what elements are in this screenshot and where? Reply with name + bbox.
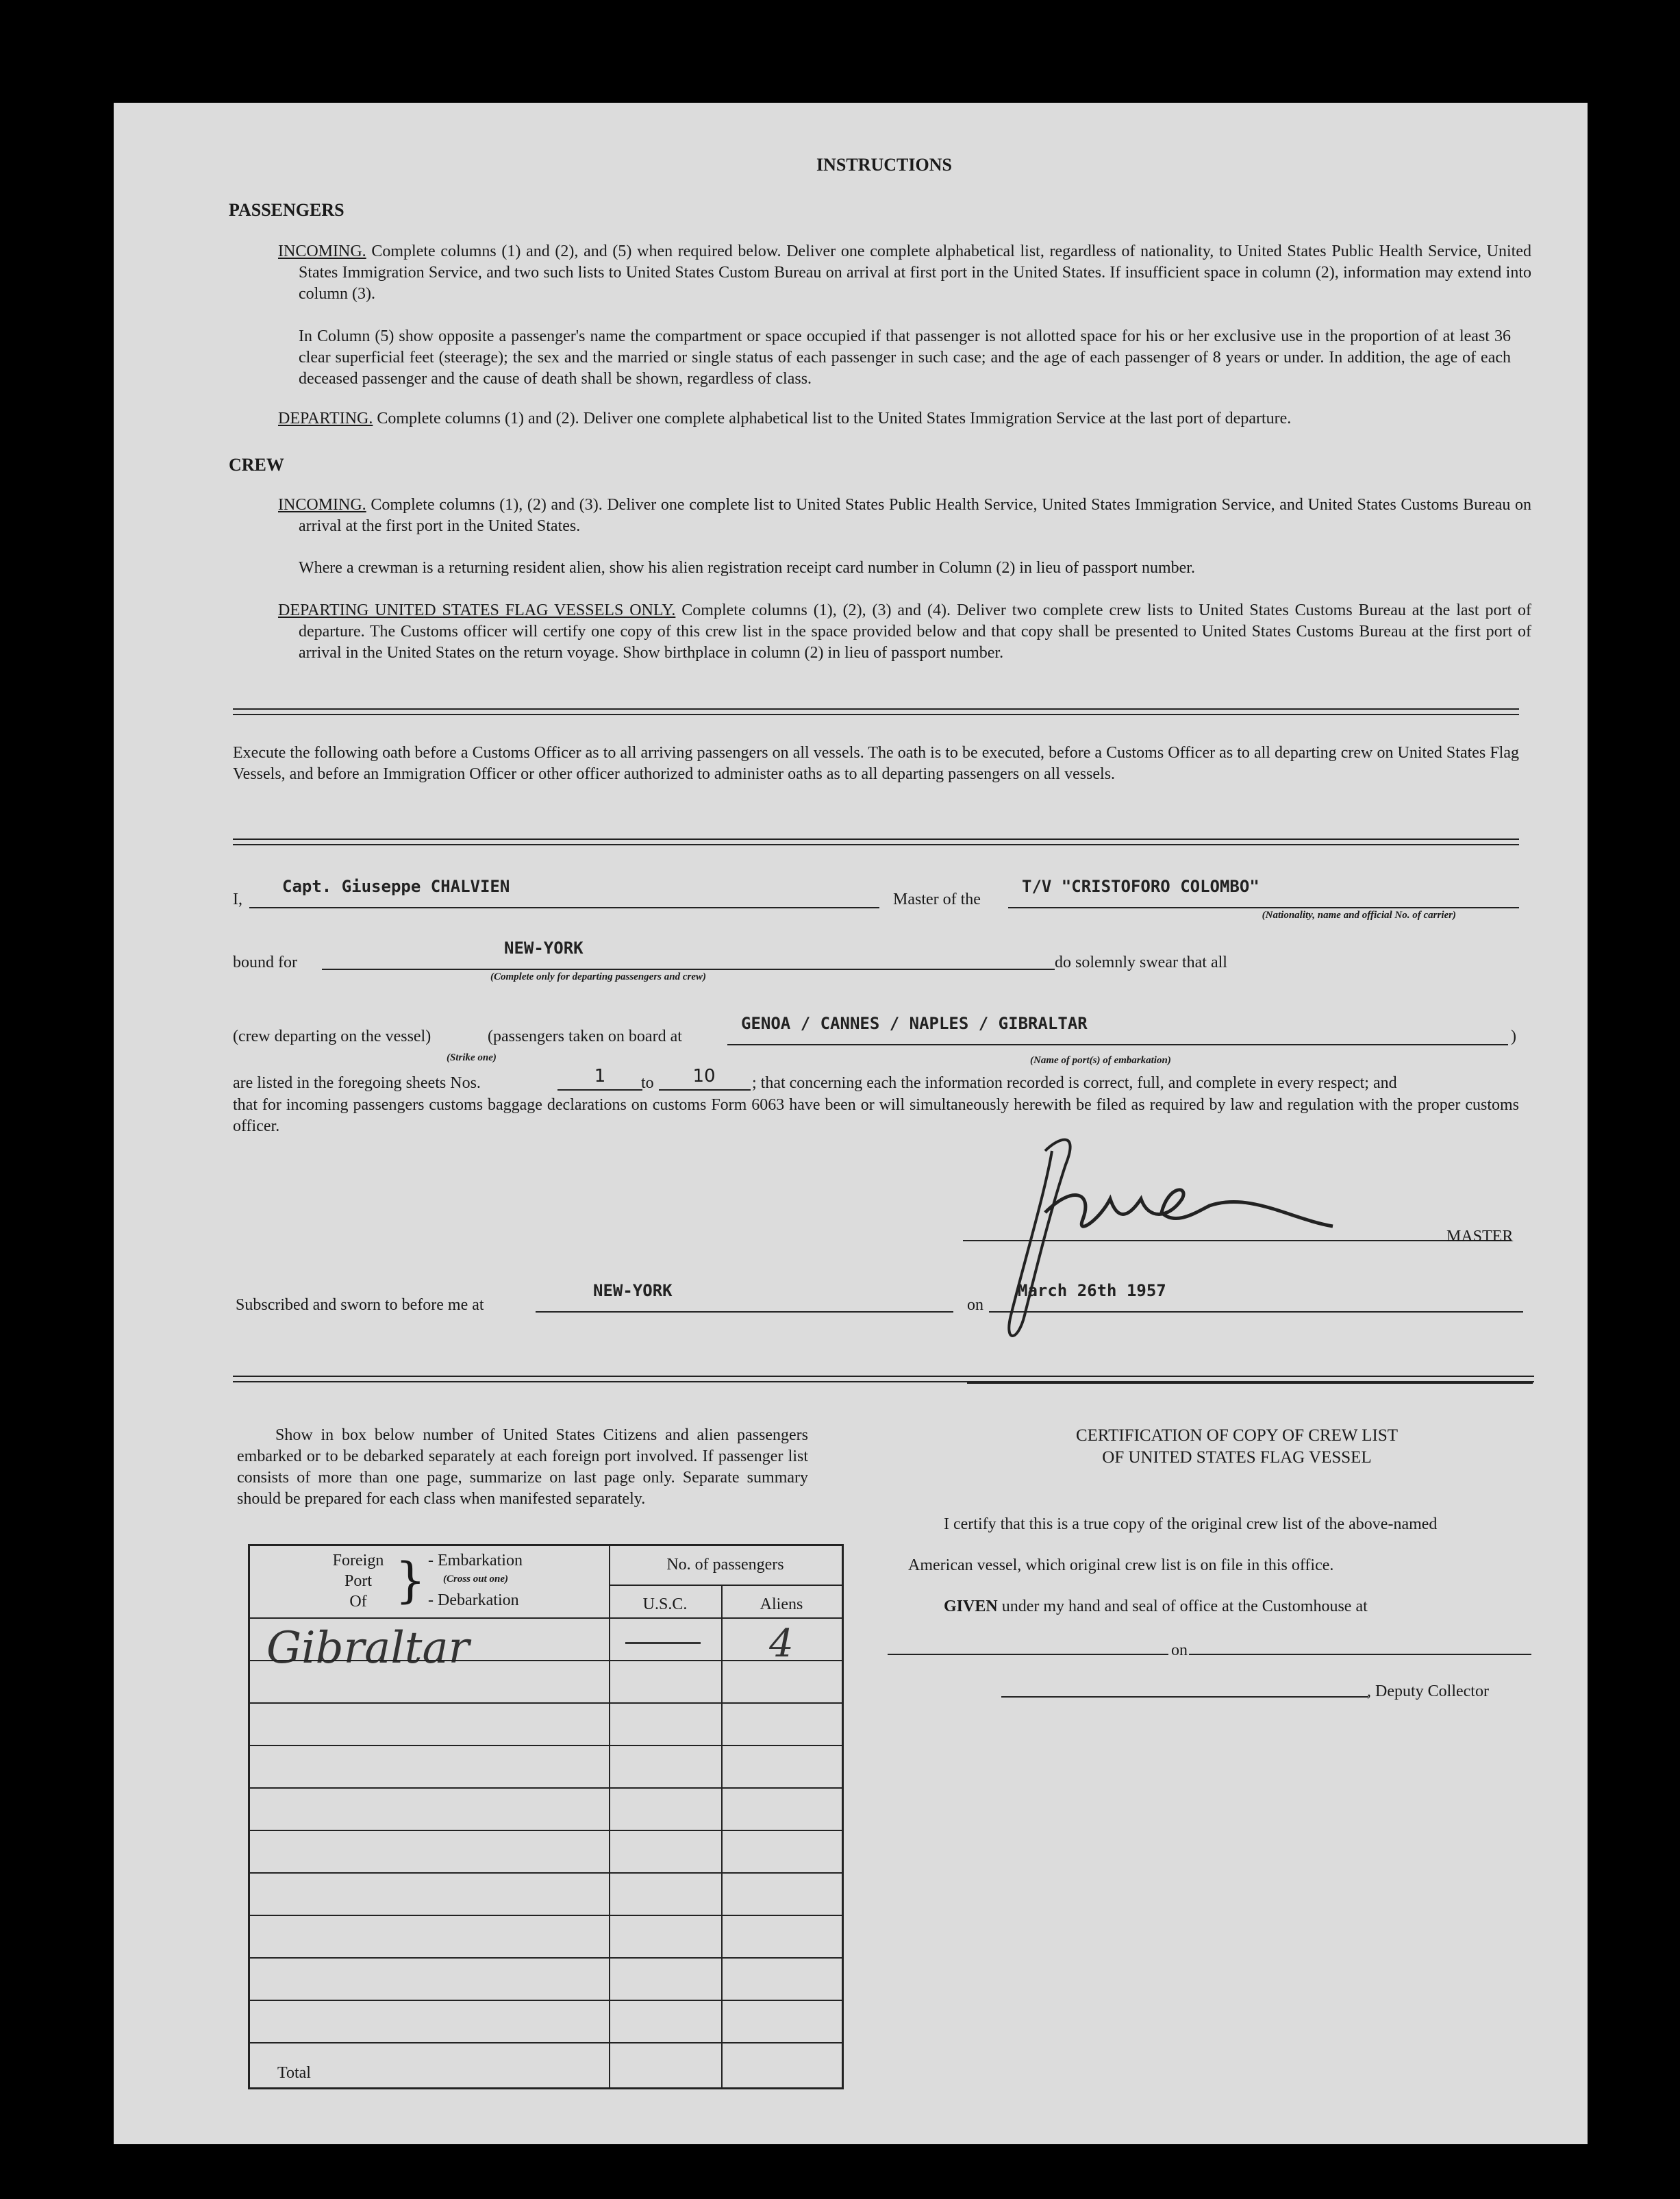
sheet-from: 1 xyxy=(594,1066,606,1086)
passengers-heading: PASSENGERS xyxy=(229,200,344,220)
crew-incoming-label: INCOMING. xyxy=(278,496,366,514)
sworn-on-label: on xyxy=(967,1296,983,1314)
table-row-line xyxy=(250,2042,842,2043)
subscribed-label: Subscribed and sworn to before me at xyxy=(236,1296,484,1314)
passengers-taken-text: (passengers taken on board at xyxy=(488,1028,682,1045)
listed-text-2: that for incoming passengers customs baggage declarations on customs Form 6063 have been or will simultaneously herewith be filed as required by law and regulation with the proper customs officer. xyxy=(233,1096,1519,1135)
passengers-departing-label: DEPARTING. xyxy=(278,410,373,427)
master-label: MASTER xyxy=(1446,1228,1514,1245)
summary-instructions: Show in box below number of United States Citizens and alien passengers embarked or to be debarked separately at each foreign port involved. If passenger list consists of more than one page, summarize on last page only. Separate summary should be prepared for each class when manifested separately. xyxy=(237,1426,808,1508)
divider xyxy=(233,708,1519,715)
bound-label: bound for xyxy=(233,954,297,971)
cert-on-label: on xyxy=(1171,1641,1188,1659)
sworn-place: NEW-YORK xyxy=(593,1281,673,1300)
table-col-divider xyxy=(609,1546,610,2087)
col-port-1: Foreign xyxy=(332,1552,384,1569)
cert-date-line xyxy=(1189,1654,1531,1655)
vessel-line xyxy=(1008,907,1519,908)
row-usc-dash xyxy=(625,1642,701,1644)
swear-text: do solemnly swear that all xyxy=(1055,954,1227,971)
cert-place-line xyxy=(888,1654,1168,1655)
vessel-caption: (Nationality, name and official No. of carrier) xyxy=(1262,910,1456,921)
crew-departing-text: Complete columns (1), (2), (3) and (4). Deliver two complete crew lists to United States Customs Bureau at the last port of departure. The Customs officer will certify one copy of this crew list in the space provided below and that copy shall be presented to United States Customs Bureau at the first port of arrival in the United States on the return voyage. Show birthplace in column (2) in lieu of passport number. xyxy=(299,601,1532,662)
table-header-divider xyxy=(609,1585,842,1586)
table-row-line xyxy=(250,1872,842,1874)
table-row-line xyxy=(250,1617,842,1619)
divider xyxy=(233,1376,1534,1382)
col-cross: (Cross out one) xyxy=(443,1574,509,1585)
row-port: Gibraltar xyxy=(266,1623,470,1674)
crew-incoming-text: Complete columns (1), (2) and (3). Deliver one complete list to United States Public Health Service, United States Immigration Service, and United States Customs Bureau on arrival at the first port in the United States. xyxy=(299,496,1532,535)
table-row-line xyxy=(250,2000,842,2001)
listed-text-1: ; that concerning each the information recorded is correct, full, and complete in every respect; and xyxy=(752,1074,1397,1092)
table-row-line xyxy=(250,1830,842,1831)
divider xyxy=(233,838,1519,845)
cert-title-1: CERTIFICATION OF COPY OF CREW LIST xyxy=(1075,1426,1399,1445)
passengers-departing-paragraph xyxy=(278,408,1511,430)
master-of-label: Master of the xyxy=(893,891,981,908)
passengers-column5-paragraph: In Column (5) show opposite a passenger's name the compartment or space occupied if that passenger is not allotted space for his or her exclusive use in the proportion of at least 36 clear superficial feet (steerage); the sex and the married or single status of each passenger in such case; and the age of each passenger of 8 years or under. In addition, the age of each deceased passenger and the cause of death shall be shown, regardless of class. xyxy=(299,327,1511,388)
listed-label: are listed in the foregoing sheets Nos. xyxy=(233,1074,481,1092)
passengers-incoming-text: Complete columns (1) and (2), and (5) when required below. Deliver one complete alphabetical list, regardless of nationality, to United States Public Health Service, United States Immigration Service, and two such lists to United States Custom Bureau on arrival at first port in the United States. If insufficient space in column (2), information may extend into column (3). xyxy=(299,243,1532,303)
officer-signature-line xyxy=(967,1382,1533,1384)
table-row-line xyxy=(250,1702,842,1704)
bound-caption: (Complete only for departing passengers and crew) xyxy=(490,971,706,982)
table-row-line xyxy=(250,1745,842,1746)
table-row-line xyxy=(250,1787,842,1789)
col-debark: - Debarkation xyxy=(428,1591,519,1609)
col-embark: - Embarkation xyxy=(428,1552,523,1569)
master-name: Capt. Giuseppe CHALVIEN xyxy=(282,877,510,896)
ports-value: GENOA / CANNES / NAPLES / GIBRALTAR xyxy=(741,1014,1088,1033)
col-passengers: No. of passengers xyxy=(666,1556,784,1574)
to-label: to xyxy=(641,1074,654,1092)
ports-close-paren: ) xyxy=(1511,1028,1516,1045)
sworn-place-line xyxy=(536,1311,953,1313)
table-row-line xyxy=(250,1957,842,1959)
cert-line-1: I certify that this is a true copy of the original crew list of the above-named xyxy=(944,1515,1438,1533)
cert-deputy-line xyxy=(1001,1696,1368,1698)
crew-incoming-paragraph xyxy=(278,495,1531,537)
passengers-incoming-paragraph xyxy=(278,241,1531,305)
cert-line-3-text: under my hand and seal of office at the Customhouse at xyxy=(1001,1598,1368,1615)
cert-given: GIVEN xyxy=(944,1598,998,1615)
crew-departing-text: (crew departing on the vessel) xyxy=(233,1028,431,1045)
sworn-date: March 26th 1957 xyxy=(1018,1281,1166,1300)
crew-departing-paragraph xyxy=(278,600,1531,664)
cert-deputy-label: , Deputy Collector xyxy=(1367,1682,1489,1700)
name-line xyxy=(249,907,879,908)
crew-resident-paragraph: Where a crewman is a returning resident alien, show his alien registration receipt card number in Column (2) in lieu of passport number. xyxy=(299,559,1195,577)
bound-value: NEW-YORK xyxy=(504,939,584,958)
cert-title-2: OF UNITED STATES FLAG VESSEL xyxy=(1102,1448,1372,1467)
table-row-line xyxy=(250,1660,842,1661)
col-port-header xyxy=(324,1550,392,1612)
document-page xyxy=(114,103,1588,2144)
oath-intro: Execute the following oath before a Customs Officer as to all arriving passengers on all vessels. The oath is to be executed, before a Customs Officer as to all departing crew on United States Flag Vessels, and before an Immigration Officer or other officer authorized to administer oaths as to all departing passengers on all vessels. xyxy=(233,744,1519,783)
passengers-incoming-label: INCOMING. xyxy=(278,243,366,260)
brace-icon: } xyxy=(395,1552,426,1608)
summary-table-frame xyxy=(248,1544,844,2089)
vessel-name: T/V "CRISTOFORO COLOMBO" xyxy=(1022,877,1259,896)
ports-caption: (Name of port(s) of embarkation) xyxy=(1030,1055,1171,1066)
oath-i-label: I, xyxy=(233,891,242,908)
instructions-title: INSTRUCTIONS xyxy=(816,155,952,175)
sheet-to-line xyxy=(659,1089,751,1091)
cert-line-2: American vessel, which original crew list is on file in this office. xyxy=(908,1556,1334,1574)
passengers-departing-text: Complete columns (1) and (2). Deliver one complete alphabetical list to the United States Immigration Service at the last port of departure. xyxy=(377,410,1292,427)
col-aliens: Aliens xyxy=(760,1595,803,1613)
cert-line-3 xyxy=(944,1596,1368,1617)
sheet-from-line xyxy=(557,1089,642,1091)
ports-line xyxy=(727,1044,1508,1045)
col-port-3: Of xyxy=(349,1593,367,1611)
col-usc: U.S.C. xyxy=(642,1595,688,1613)
bound-line xyxy=(322,969,1055,970)
col-port-2: Port xyxy=(344,1572,372,1590)
sworn-date-line xyxy=(989,1311,1523,1313)
crew-departing-label: DEPARTING UNITED STATES FLAG VESSELS ONLY. xyxy=(278,601,676,619)
table-row-line xyxy=(250,1915,842,1916)
signature-line xyxy=(963,1240,1511,1241)
sheet-to: 10 xyxy=(692,1066,716,1086)
crew-heading: CREW xyxy=(229,455,284,475)
row-aliens: 4 xyxy=(769,1622,794,1666)
total-label: Total xyxy=(277,2064,311,2082)
strike-caption: (Strike one) xyxy=(447,1052,497,1063)
